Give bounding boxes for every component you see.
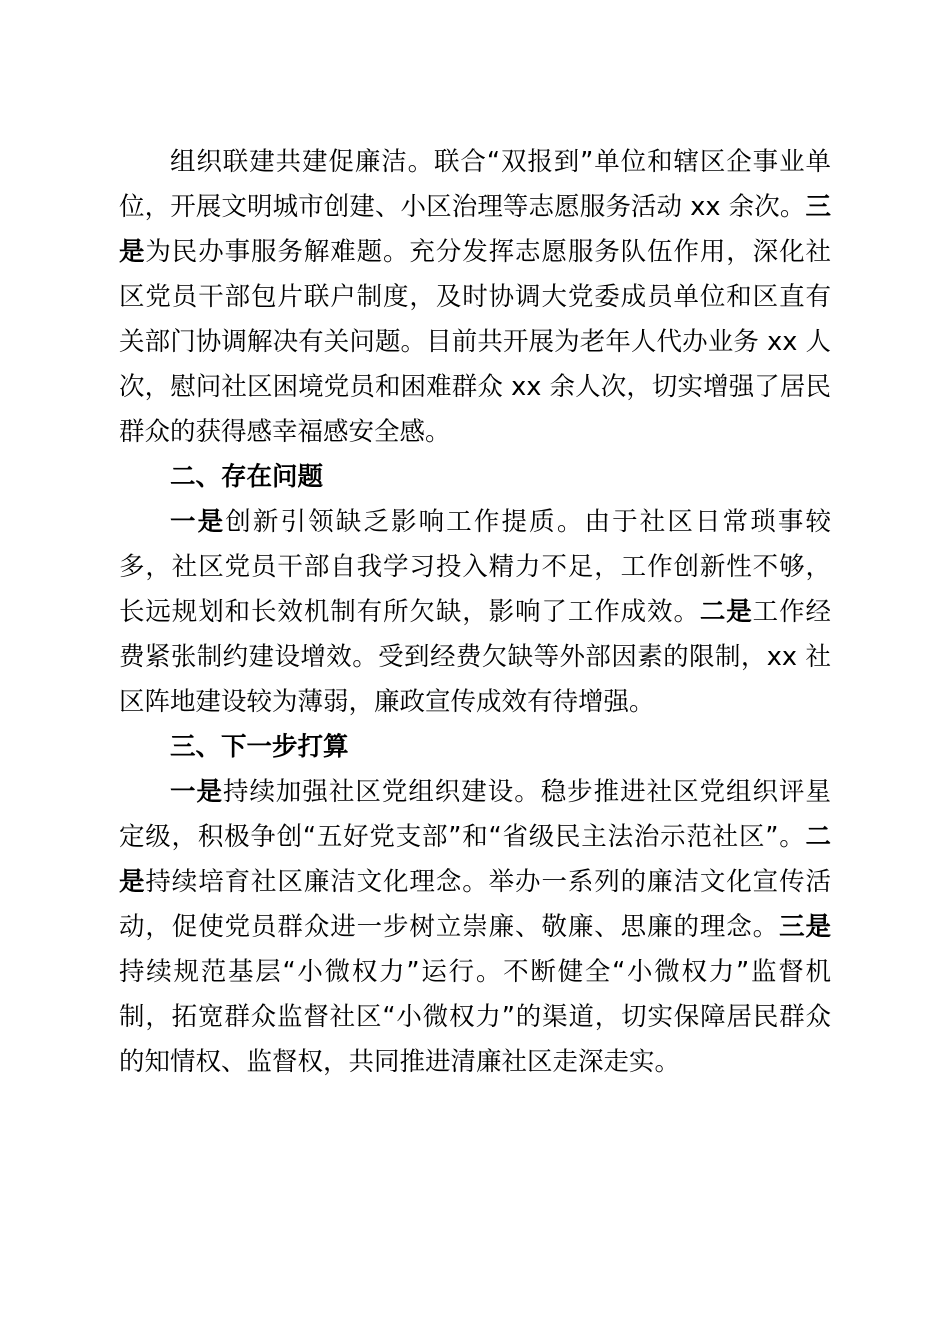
paragraph-text: 创新引领缺乏影响工作提质。由于社区日常琐事较多，社区党员干部自我学习投入精力不足，工作创新性不够，长远规划和长效机制有所欠缺，影响了工作成效。 [119,507,831,627]
bold-marker: 三是 [779,912,831,942]
bold-marker: 一是 [170,777,223,807]
document-body [119,140,831,1085]
section-heading-problems: 二、存在问题 [170,462,324,492]
paragraph-text: 组织联建共建促廉洁。联合“双报到”单位和辖区企事业单位，开展文明城市创建、小区治理等志愿服务活动 xx 余次。 [119,147,831,222]
paragraph-community-work [119,140,831,455]
bold-marker: 一是 [170,507,226,537]
paragraph-problems [119,500,831,725]
paragraph-text: 持续加强社区党组织建设。稳步推进社区党组织评星定级，积极争创“五好党支部”和“省级民主法治示范社区”。 [119,777,831,852]
paragraph-text: 为民办事服务解难题。充分发挥志愿服务队伍作用，深化社区党员干部包片联户制度，及时协调大党委成员单位和区直有关部门协调解决有关问题。目前共开展为老年人代办业务 xx 人次，慰问社区困境党员和困难群众 xx 余人次，切实增强了居民群众的获得感幸福感安全感。 [119,237,831,447]
section-heading-next-steps: 三、下一步打算 [170,732,349,762]
bold-marker: 二是 [699,597,753,627]
paragraph-text: 持续规范基层“小微权力”运行。不断健全“小微权力”监督机制，拓宽群众监督社区“小微权力”的渠道，切实保障居民群众的知情权、监督权，共同推进清廉社区走深走实。 [119,957,831,1077]
bold-marker: 三是 [119,192,831,267]
bold-marker: 二是 [119,822,831,897]
paragraph-text: 持续培育社区廉洁文化理念。举办一系列的廉洁文化宣传活动，促使党员群众进一步树立崇廉、敬廉、思廉的理念。 [119,867,831,942]
paragraph-text: 工作经费紧张制约建设增效。受到经费欠缺等外部因素的限制，xx 社区阵地建设较为薄弱，廉政宣传成效有待增强。 [119,597,831,717]
paragraph-next-steps [119,770,831,1085]
